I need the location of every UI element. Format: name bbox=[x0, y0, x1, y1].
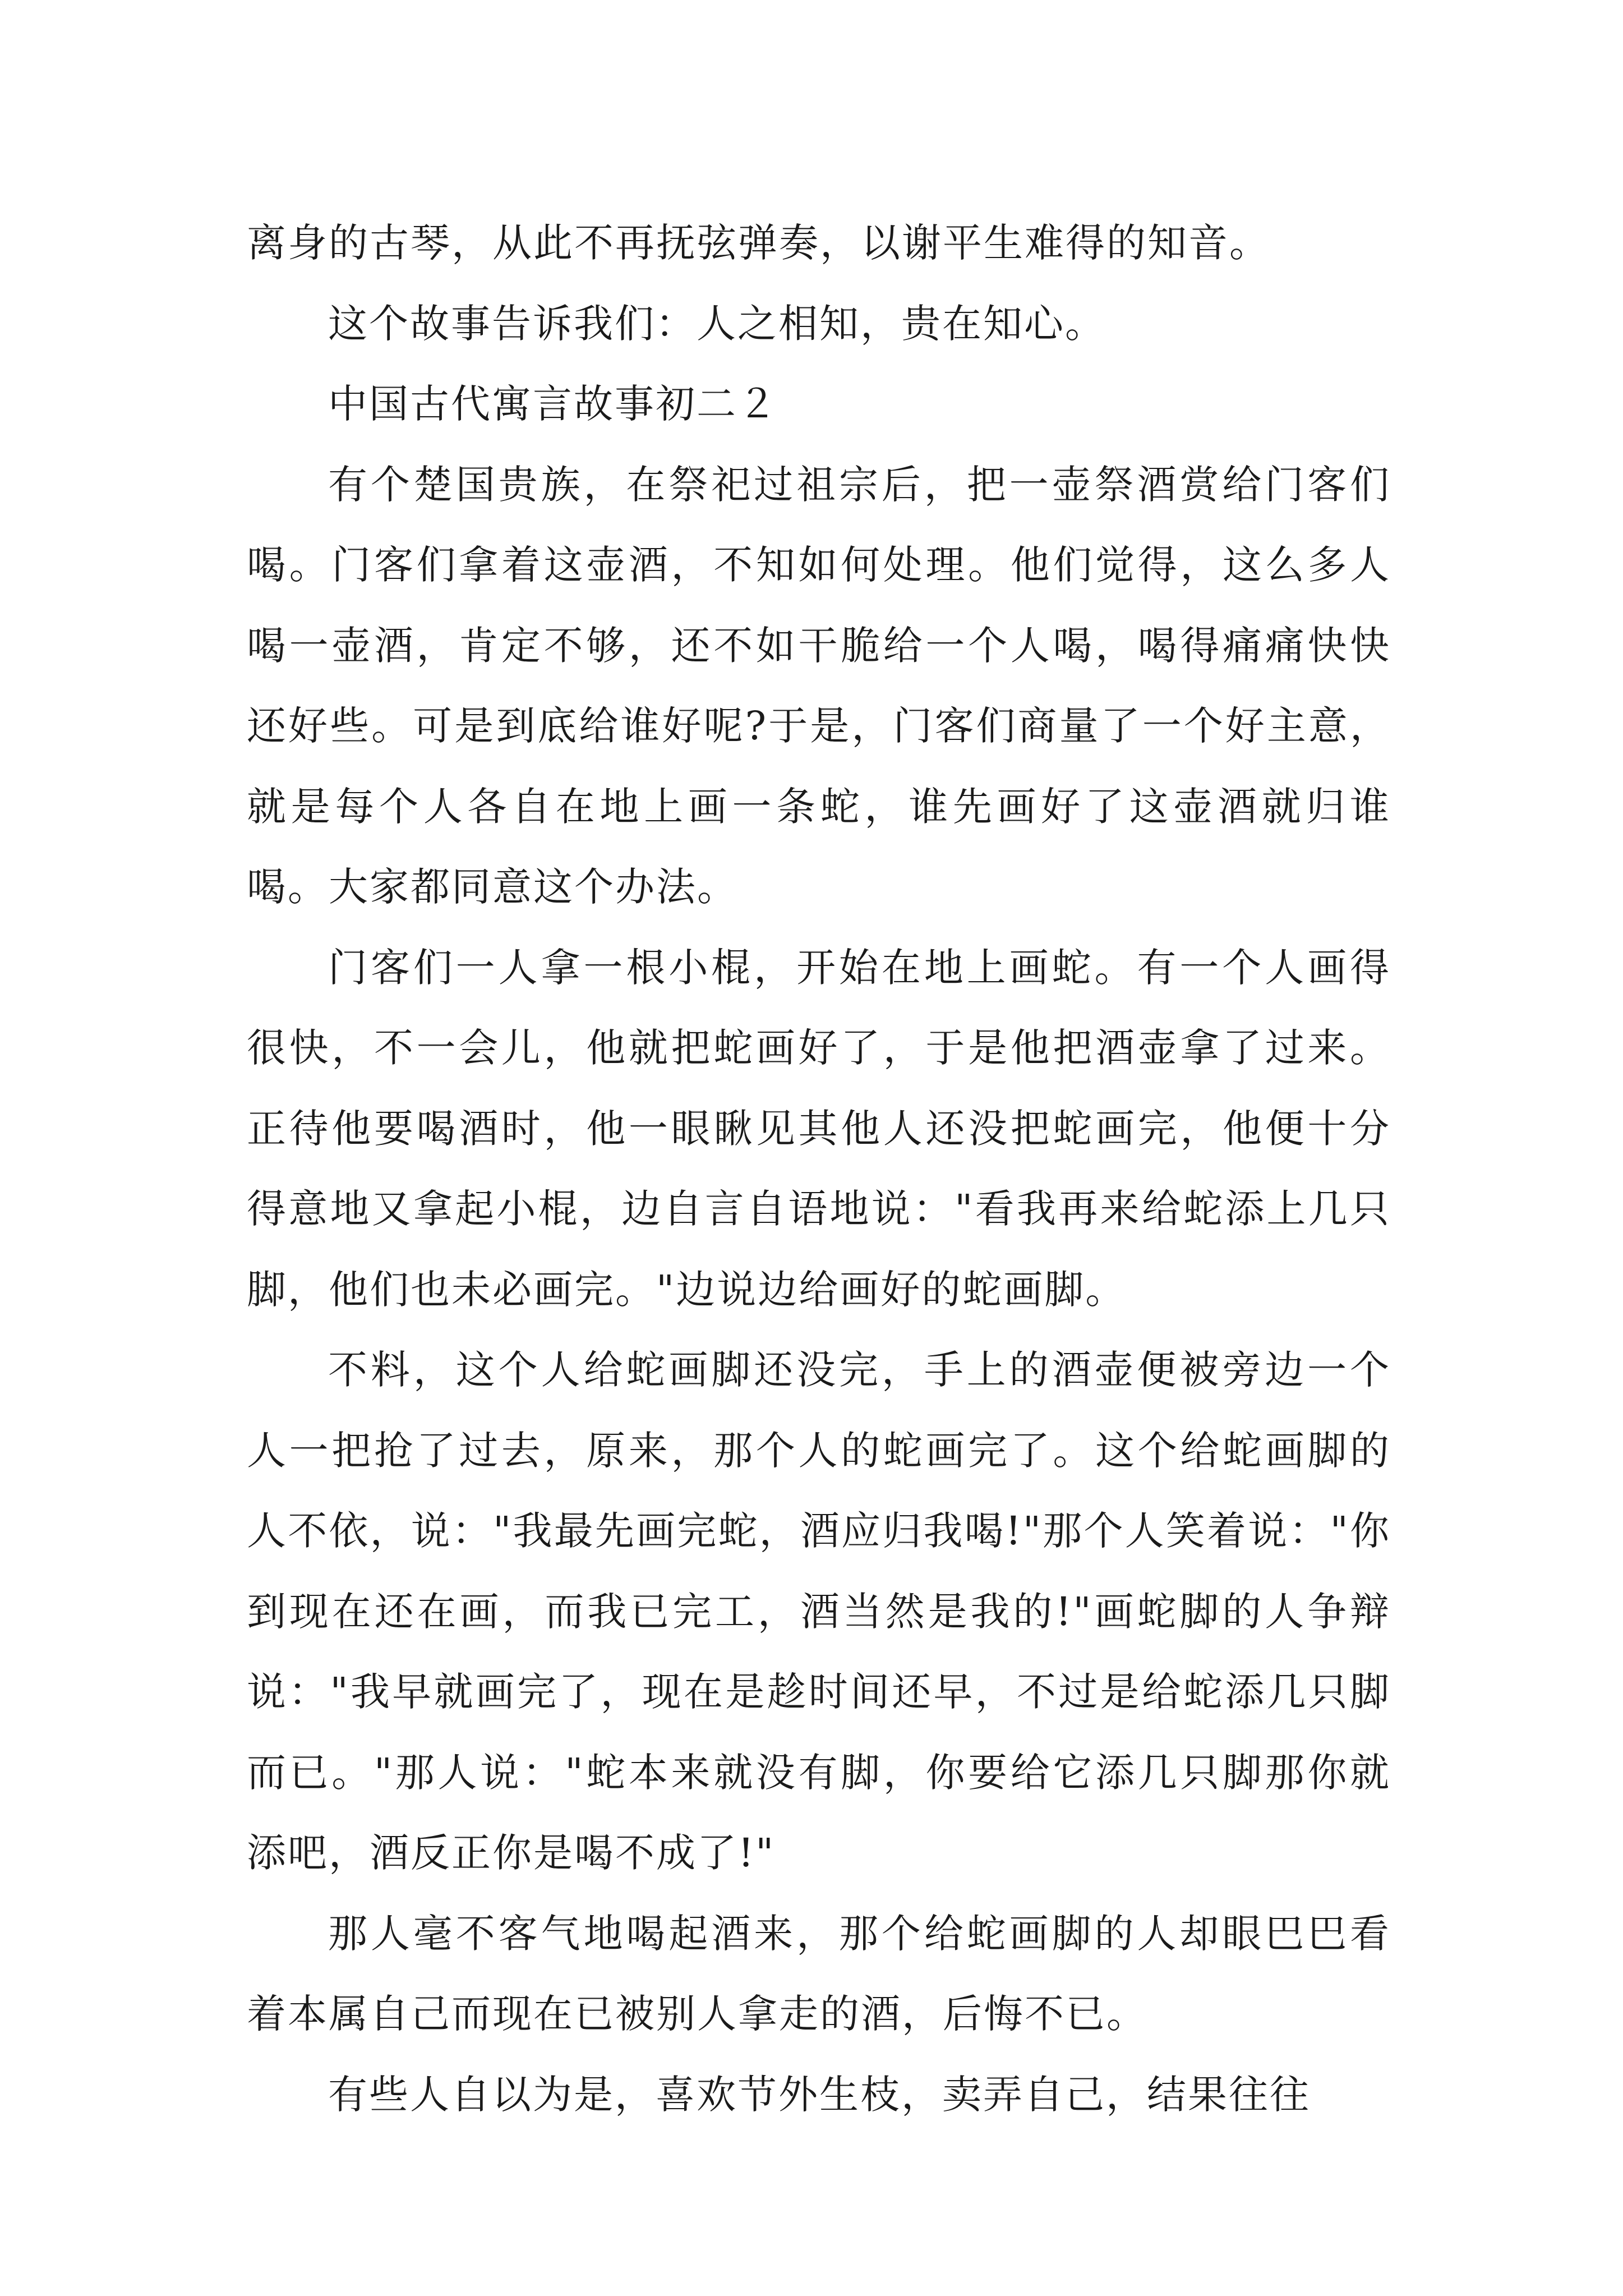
document-body bbox=[247, 203, 1391, 2135]
paragraph-3: 有个楚国贵族，在祭祀过祖宗后，把一壶祭酒赏给门客们喝。门客们拿着这壶酒，不知如何处理。他们觉得，这么多人喝一壶酒，肯定不够，还不如干脆给一个人喝，喝得痛痛快快还好些。可是到底给谁好呢?于是，门客们商量了一个好主意，就是每个人各自在地上画一条蛇，谁先画好了这壶酒就归谁喝。大家都同意这个办法。 bbox=[247, 461, 1391, 910]
section-heading: 中国古代寓言故事初二２ bbox=[328, 381, 778, 427]
paragraph-2: 这个故事告诉我们：人之相知，贵在知心。 bbox=[328, 300, 1106, 347]
paragraph-4: 门客们一人拿一根小棍，开始在地上画蛇。有一个人画得很快，不一会儿，他就把蛇画好了，于是他把酒壶拿了过来。正待他要喝酒时，他一眼瞅见其他人还没把蛇画完，他便十分得意地又拿起小棍，边自言自语地说："看我再来给蛇添上几只脚，他们也未必画完。"边说边给画好的蛇画脚。 bbox=[247, 944, 1391, 1313]
paragraph-5: 不料，这个人给蛇画脚还没完，手上的酒壶便被旁边一个人一把抢了过去，原来，那个人的蛇画完了。这个给蛇画脚的人不依，说："我最先画完蛇，酒应归我喝!"那个人笑着说："你到现在还在画，而我已完工，酒当然是我的!"画蛇脚的人争辩说："我早就画完了，现在是趁时间还早，不过是给蛇添几只脚而已。"那人说："蛇本来就没有脚，你要给它添几只脚那你就添吧，酒反正你是喝不成了!" bbox=[247, 1347, 1391, 1876]
paragraph-6: 那人毫不客气地喝起酒来，那个给蛇画脚的人却眼巴巴看着本属自己而现在已被别人拿走的酒，后悔不已。 bbox=[247, 1910, 1391, 2037]
paragraph-7: 有些人自以为是，喜欢节外生枝，卖弄自己，结果往往 bbox=[328, 2071, 1311, 2118]
paragraph-1: 离身的古琴，从此不再抚弦弹奏，以谢平生难得的知音。 bbox=[247, 220, 1270, 266]
